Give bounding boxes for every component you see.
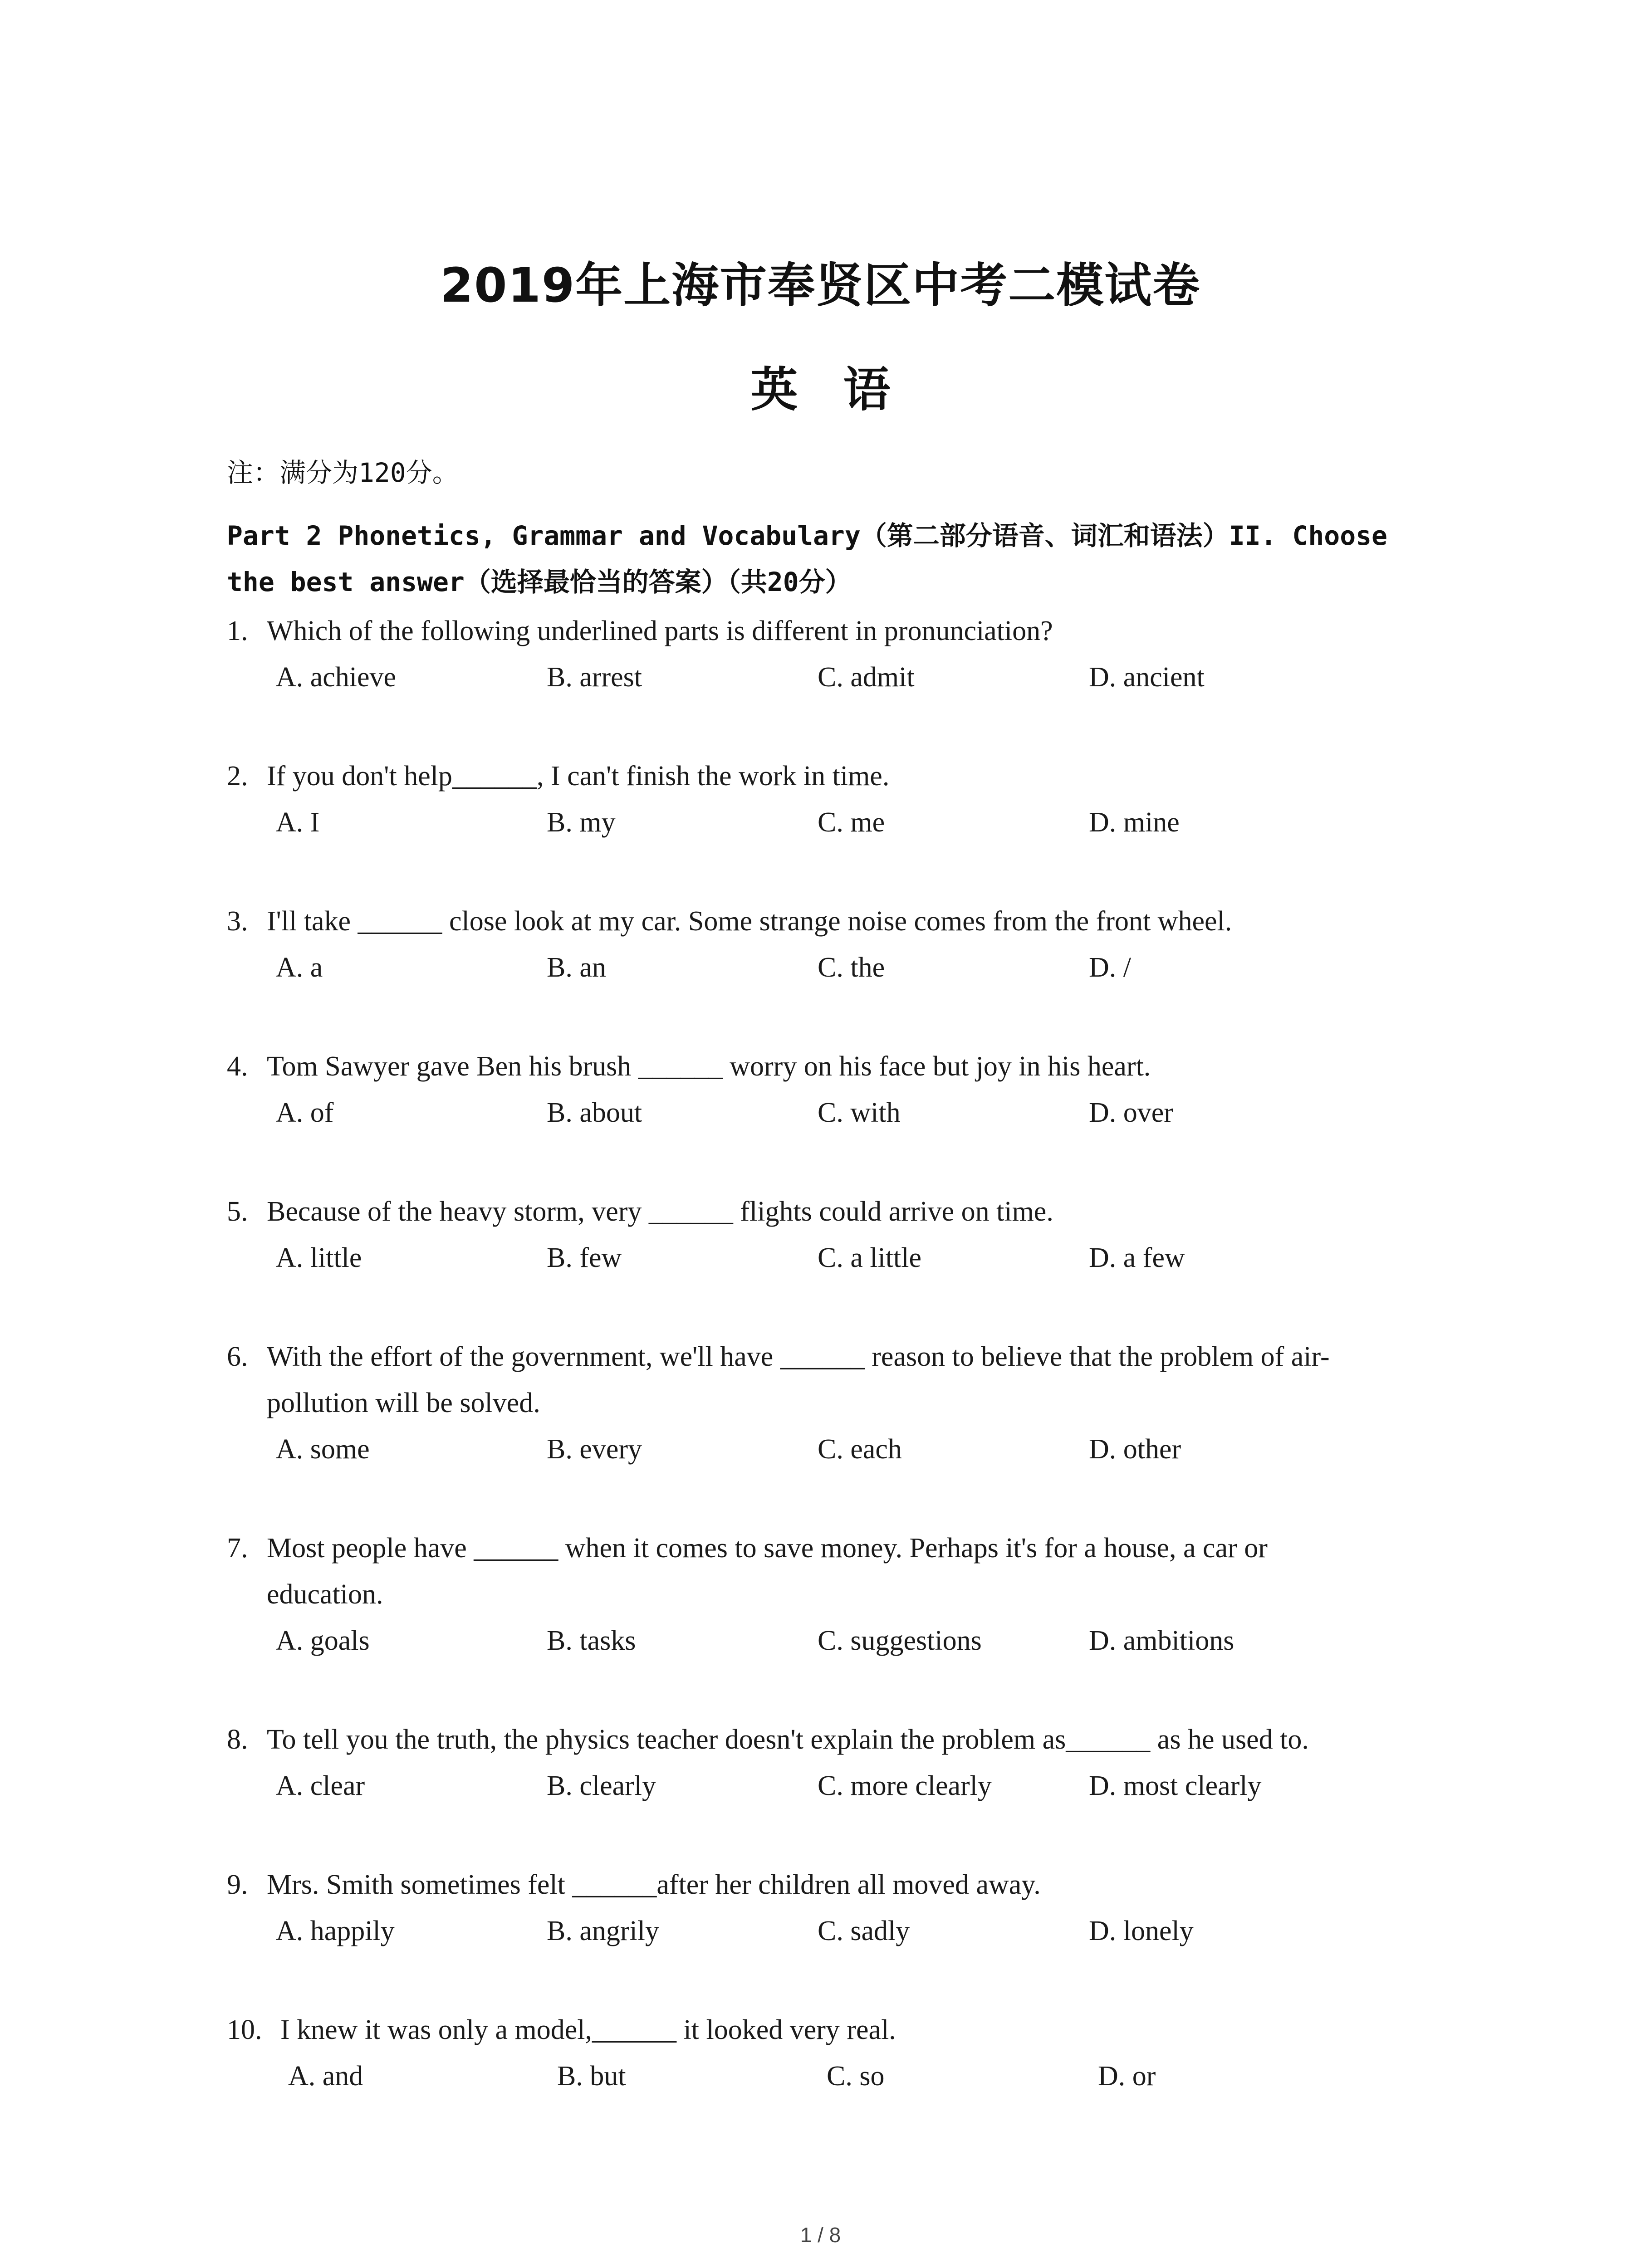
option-b: B. my: [547, 807, 616, 838]
answer-options: [227, 654, 1452, 700]
option-b: B. about: [547, 1097, 642, 1128]
option-d: D. other: [1089, 1434, 1181, 1465]
answer-options: [227, 1235, 1452, 1281]
part-heading-line-1: Part 2 Phonetics, Grammar and Vocabulary（第二部分语音、词汇和语法）II. Choose: [227, 520, 1387, 551]
question-7: [227, 1525, 1452, 1664]
part-heading: [227, 513, 1452, 605]
answer-options: [227, 1090, 1452, 1136]
option-c: C. a little: [818, 1242, 922, 1273]
question-text: I knew it was only a model,______ it looked very real.: [280, 2014, 896, 2045]
option-b: B. clearly: [547, 1770, 656, 1801]
part-heading-line-2: the best answer（选择最恰当的答案）（共20分）: [227, 567, 852, 597]
answer-options: [227, 1908, 1452, 1954]
question-8: [227, 1716, 1452, 1809]
question-text: Tom Sawyer gave Ben his brush ______ worry on his face but joy in his heart.: [267, 1051, 1151, 1082]
question-text: I'll take ______ close look at my car. Some strange noise comes from the front wheel.: [267, 906, 1232, 937]
option-d: D. mine: [1089, 807, 1180, 838]
option-d: D. most clearly: [1089, 1770, 1262, 1801]
option-d: D. ancient: [1089, 662, 1205, 693]
question-4: [227, 1043, 1452, 1136]
option-a: A. and: [288, 2061, 363, 2092]
question-9: [227, 1862, 1452, 1954]
question-number: 10.: [227, 2014, 262, 2045]
question-2: [227, 753, 1452, 846]
option-b: B. angrily: [547, 1916, 659, 1946]
option-b: B. few: [547, 1242, 622, 1273]
option-a: A. I: [276, 807, 320, 838]
option-c: C. each: [818, 1434, 902, 1465]
question-number: 5.: [227, 1196, 248, 1227]
question-number: 3.: [227, 906, 248, 937]
option-b: B. tasks: [547, 1625, 636, 1656]
option-c: C. suggestions: [818, 1625, 982, 1656]
option-b: B. every: [547, 1434, 642, 1465]
answer-options: [227, 1763, 1452, 1809]
option-a: A. of: [276, 1097, 334, 1128]
question-number: 1.: [227, 616, 248, 646]
option-a: A. some: [276, 1434, 370, 1465]
question-number: 8.: [227, 1724, 248, 1755]
question-text: Which of the following underlined parts is different in pronunciation?: [267, 616, 1053, 646]
option-c: C. me: [818, 807, 885, 838]
option-d: D. or: [1098, 2061, 1156, 2092]
option-c: C. with: [818, 1097, 901, 1128]
option-a: A. goals: [276, 1625, 370, 1656]
option-a: A. little: [276, 1242, 362, 1273]
question-number: 6.: [227, 1341, 248, 1372]
option-d: D. /: [1089, 952, 1131, 983]
page-number: 1 / 8: [800, 2223, 841, 2247]
question-5: [227, 1188, 1452, 1281]
question-10: [227, 2007, 1452, 2099]
question-3: [227, 898, 1452, 991]
option-a: A. achieve: [276, 662, 397, 693]
option-c: C. admit: [818, 662, 915, 693]
question-6: [227, 1334, 1452, 1472]
question-number: 2.: [227, 761, 248, 792]
question-text: With the effort of the government, we'll have ______ reason to believe that the problem of air-: [267, 1341, 1330, 1372]
option-b: B. arrest: [547, 662, 642, 693]
option-a: A. clear: [276, 1770, 365, 1801]
answer-options: [227, 2053, 1452, 2099]
answer-options: [227, 799, 1452, 846]
question-text-continued: pollution will be solved.: [267, 1388, 540, 1418]
option-c: C. so: [827, 2061, 885, 2092]
option-d: D. ambitions: [1089, 1625, 1234, 1656]
option-c: C. the: [818, 952, 885, 983]
question-text: Because of the heavy storm, very ______ flights could arrive on time.: [267, 1196, 1053, 1227]
question-text: Most people have ______ when it comes to save money. Perhaps it's for a house, a car or: [267, 1533, 1268, 1564]
answer-options: [227, 1618, 1452, 1664]
question-text: If you don't help______, I can't finish the work in time.: [267, 761, 890, 792]
option-b: B. but: [557, 2061, 626, 2092]
option-d: D. lonely: [1089, 1916, 1194, 1946]
answer-options: [227, 944, 1452, 991]
option-b: B. an: [547, 952, 606, 983]
page-subtitle: 英语: [750, 362, 936, 417]
option-a: A. a: [276, 952, 323, 983]
question-text-continued: education.: [267, 1579, 383, 1610]
option-a: A. happily: [276, 1916, 395, 1946]
question-text: To tell you the truth, the physics teacher doesn't explain the problem as______ as he used to.: [267, 1724, 1309, 1755]
question-1: [227, 608, 1452, 700]
answer-options: [227, 1426, 1452, 1472]
option-d: D. over: [1089, 1097, 1173, 1128]
question-text: Mrs. Smith sometimes felt ______after her children all moved away.: [267, 1869, 1041, 1900]
question-number: 7.: [227, 1533, 248, 1564]
option-c: C. more clearly: [818, 1770, 992, 1801]
score-note: 注：满分为120分。: [227, 457, 459, 488]
option-d: D. a few: [1089, 1242, 1185, 1273]
option-c: C. sadly: [818, 1916, 910, 1946]
question-number: 9.: [227, 1869, 248, 1900]
page-title: 2019年上海市奉贤区中考二模试卷: [440, 258, 1201, 313]
question-number: 4.: [227, 1051, 248, 1082]
